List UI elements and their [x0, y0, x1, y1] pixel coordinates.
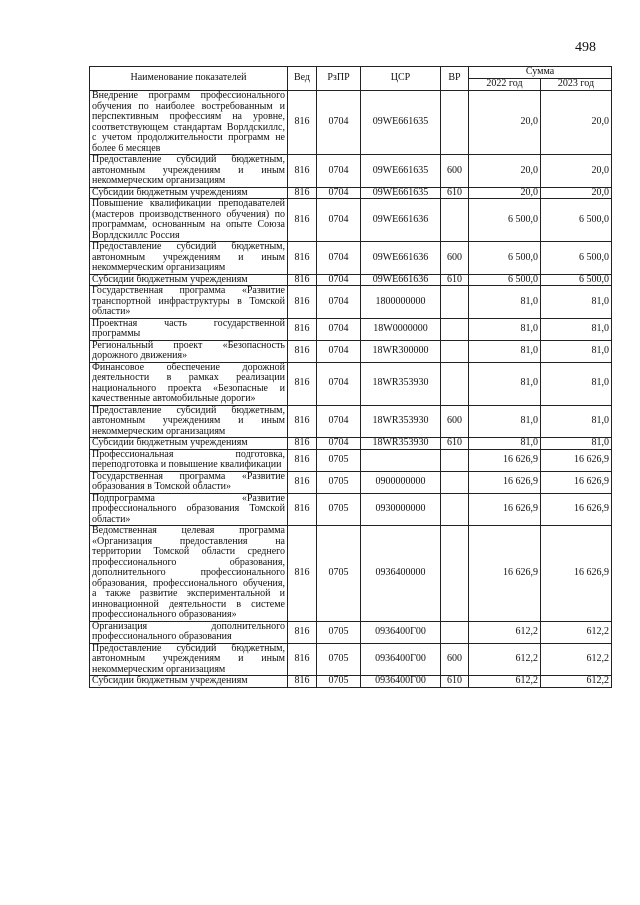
- cell-rzpr: 0704: [317, 155, 361, 188]
- cell-vr: 610: [441, 676, 469, 688]
- cell-name: Субсидии бюджетным учреждениям: [90, 676, 288, 688]
- cell-name: Ведомственная целевая программа «Организация предоставления на территории Томской области среднего профессионального образования, дополнительного профессионального образования, профессионального обучения, а также развитие экспериментальной и инновационной деятельности в системе профессионального образования»: [90, 526, 288, 622]
- cell-csr: 1800000000: [361, 286, 441, 319]
- cell-ved: 816: [288, 493, 317, 526]
- cell-ved: 816: [288, 676, 317, 688]
- cell-name: Подпрограмма «Развитие профессионального образования Томской области»: [90, 493, 288, 526]
- cell-y2022: 81,0: [469, 438, 541, 450]
- cell-vr: [441, 91, 469, 155]
- cell-y2023: 20,0: [541, 187, 612, 199]
- table-row: [90, 676, 612, 688]
- cell-vr: [441, 621, 469, 643]
- cell-y2023: 6 500,0: [541, 242, 612, 275]
- cell-csr: 0900000000: [361, 471, 441, 493]
- table-row: [90, 493, 612, 526]
- cell-y2022: 6 500,0: [469, 199, 541, 242]
- header-name: Наименование показателей: [90, 67, 288, 91]
- cell-csr: 18WR353930: [361, 405, 441, 438]
- table-row: [90, 438, 612, 450]
- page-number: 498: [575, 40, 596, 55]
- cell-y2022: 81,0: [469, 340, 541, 362]
- cell-y2023: 16 626,9: [541, 471, 612, 493]
- cell-y2023: 612,2: [541, 643, 612, 676]
- cell-csr: 0936400Г00: [361, 643, 441, 676]
- cell-rzpr: 0705: [317, 676, 361, 688]
- cell-vr: 610: [441, 187, 469, 199]
- cell-name: Субсидии бюджетным учреждениям: [90, 187, 288, 199]
- header-2022: 2022 год: [469, 79, 541, 91]
- header-vr: ВР: [441, 67, 469, 91]
- cell-y2023: 20,0: [541, 155, 612, 188]
- cell-vr: 610: [441, 438, 469, 450]
- cell-rzpr: 0704: [317, 405, 361, 438]
- cell-rzpr: 0705: [317, 621, 361, 643]
- cell-ved: 816: [288, 274, 317, 286]
- cell-csr: 0930000000: [361, 493, 441, 526]
- cell-csr: 0936400Г00: [361, 621, 441, 643]
- cell-y2022: 81,0: [469, 318, 541, 340]
- table-row: [90, 318, 612, 340]
- cell-name: Предоставление субсидий бюджетным, автономным учреждениям и иным некоммерческим организациям: [90, 155, 288, 188]
- cell-ved: 816: [288, 91, 317, 155]
- table-row: [90, 526, 612, 622]
- cell-y2023: 20,0: [541, 91, 612, 155]
- cell-name: Повышение квалификации преподавателей (мастеров производственного обучения) по программам, основанным на опыте Союза Ворлдскиллс Россия: [90, 199, 288, 242]
- cell-vr: [441, 199, 469, 242]
- cell-ved: 816: [288, 199, 317, 242]
- cell-vr: [441, 471, 469, 493]
- cell-y2022: 612,2: [469, 676, 541, 688]
- cell-y2022: 20,0: [469, 187, 541, 199]
- header-csr: ЦСР: [361, 67, 441, 91]
- cell-y2022: 16 626,9: [469, 526, 541, 622]
- cell-ved: 816: [288, 318, 317, 340]
- cell-rzpr: 0704: [317, 318, 361, 340]
- cell-y2023: 6 500,0: [541, 199, 612, 242]
- cell-y2023: 81,0: [541, 405, 612, 438]
- table-row: [90, 187, 612, 199]
- cell-csr: 09WE661635: [361, 91, 441, 155]
- cell-ved: 816: [288, 621, 317, 643]
- table-row: [90, 621, 612, 643]
- cell-rzpr: 0705: [317, 449, 361, 471]
- cell-y2023: 612,2: [541, 676, 612, 688]
- cell-vr: [441, 493, 469, 526]
- table-row: [90, 405, 612, 438]
- cell-name: Финансовое обеспечение дорожной деятельности в рамках реализации национального проекта «Безопасные и качественные автомобильные дороги»: [90, 362, 288, 405]
- cell-y2023: 6 500,0: [541, 274, 612, 286]
- cell-rzpr: 0704: [317, 438, 361, 450]
- cell-y2022: 16 626,9: [469, 471, 541, 493]
- cell-ved: 816: [288, 526, 317, 622]
- cell-rzpr: 0704: [317, 286, 361, 319]
- table-body: [90, 91, 612, 688]
- table-row: [90, 274, 612, 286]
- cell-ved: 816: [288, 405, 317, 438]
- cell-name: Субсидии бюджетным учреждениям: [90, 438, 288, 450]
- table-row: [90, 643, 612, 676]
- cell-rzpr: 0704: [317, 91, 361, 155]
- table-row: [90, 155, 612, 188]
- cell-rzpr: 0705: [317, 493, 361, 526]
- cell-y2022: 612,2: [469, 643, 541, 676]
- table-row: [90, 449, 612, 471]
- cell-vr: 600: [441, 405, 469, 438]
- cell-y2022: 81,0: [469, 286, 541, 319]
- cell-ved: 816: [288, 286, 317, 319]
- cell-y2023: 81,0: [541, 362, 612, 405]
- cell-name: Профессиональная подготовка, переподготовка и повышение квалификации: [90, 449, 288, 471]
- cell-rzpr: 0704: [317, 242, 361, 275]
- cell-name: Проектная часть государственной программы: [90, 318, 288, 340]
- cell-name: Предоставление субсидий бюджетным, автономным учреждениям и иным некоммерческим организациям: [90, 405, 288, 438]
- cell-ved: 816: [288, 643, 317, 676]
- cell-y2022: 6 500,0: [469, 242, 541, 275]
- cell-y2022: 20,0: [469, 91, 541, 155]
- table-row: [90, 199, 612, 242]
- cell-rzpr: 0705: [317, 526, 361, 622]
- header-ved: Вед: [288, 67, 317, 91]
- table-row: [90, 242, 612, 275]
- cell-name: Предоставление субсидий бюджетным, автономным учреждениям и иным некоммерческим организациям: [90, 643, 288, 676]
- cell-csr: 09WE661636: [361, 274, 441, 286]
- cell-y2023: 16 626,9: [541, 493, 612, 526]
- cell-vr: [441, 318, 469, 340]
- header-sum: Сумма: [469, 67, 612, 79]
- cell-ved: 816: [288, 187, 317, 199]
- cell-y2023: 81,0: [541, 318, 612, 340]
- cell-ved: 816: [288, 471, 317, 493]
- cell-rzpr: 0704: [317, 199, 361, 242]
- cell-ved: 816: [288, 449, 317, 471]
- cell-vr: [441, 286, 469, 319]
- cell-csr: 09WE661636: [361, 199, 441, 242]
- cell-y2022: 81,0: [469, 362, 541, 405]
- cell-y2022: 81,0: [469, 405, 541, 438]
- cell-csr: 0936400Г00: [361, 676, 441, 688]
- table-row: [90, 91, 612, 155]
- table-row: [90, 340, 612, 362]
- cell-y2022: 20,0: [469, 155, 541, 188]
- cell-ved: 816: [288, 362, 317, 405]
- cell-vr: 610: [441, 274, 469, 286]
- cell-name: Субсидии бюджетным учреждениям: [90, 274, 288, 286]
- cell-csr: 09WE661635: [361, 187, 441, 199]
- cell-vr: 600: [441, 643, 469, 676]
- cell-vr: 600: [441, 242, 469, 275]
- cell-csr: 18WR300000: [361, 340, 441, 362]
- cell-vr: [441, 449, 469, 471]
- cell-y2022: 612,2: [469, 621, 541, 643]
- cell-name: Государственная программа «Развитие транспортной инфраструктуры в Томской области»: [90, 286, 288, 319]
- table-row: [90, 286, 612, 319]
- cell-y2022: 6 500,0: [469, 274, 541, 286]
- cell-y2022: 16 626,9: [469, 493, 541, 526]
- cell-csr: 18WR353930: [361, 362, 441, 405]
- cell-y2023: 81,0: [541, 286, 612, 319]
- cell-vr: 600: [441, 155, 469, 188]
- cell-vr: [441, 340, 469, 362]
- cell-rzpr: 0704: [317, 187, 361, 199]
- cell-y2023: 81,0: [541, 438, 612, 450]
- cell-vr: [441, 362, 469, 405]
- cell-y2023: 16 626,9: [541, 449, 612, 471]
- cell-rzpr: 0705: [317, 643, 361, 676]
- cell-csr: 18WR353930: [361, 438, 441, 450]
- cell-csr: 09WE661636: [361, 242, 441, 275]
- cell-name: Организация дополнительного профессионального образования: [90, 621, 288, 643]
- cell-ved: 816: [288, 340, 317, 362]
- cell-vr: [441, 526, 469, 622]
- cell-y2022: 16 626,9: [469, 449, 541, 471]
- table-row: [90, 362, 612, 405]
- cell-rzpr: 0704: [317, 362, 361, 405]
- cell-y2023: 16 626,9: [541, 526, 612, 622]
- cell-name: Региональный проект «Безопасность дорожного движения»: [90, 340, 288, 362]
- table-row: [90, 471, 612, 493]
- header-2023: 2023 год: [541, 79, 612, 91]
- cell-ved: 816: [288, 438, 317, 450]
- cell-csr: 0936400000: [361, 526, 441, 622]
- cell-csr: 09WE661635: [361, 155, 441, 188]
- cell-rzpr: 0705: [317, 471, 361, 493]
- cell-ved: 816: [288, 242, 317, 275]
- cell-name: Предоставление субсидий бюджетным, автономным учреждениям и иным некоммерческим организациям: [90, 242, 288, 275]
- budget-table: [89, 66, 612, 688]
- cell-csr: [361, 449, 441, 471]
- cell-rzpr: 0704: [317, 274, 361, 286]
- cell-y2023: 81,0: [541, 340, 612, 362]
- cell-y2023: 612,2: [541, 621, 612, 643]
- cell-ved: 816: [288, 155, 317, 188]
- cell-name: Внедрение программ профессионального обучения по наиболее востребованным и перспективным профессиям на уровне, соответствующем стандартам Ворлдскиллс, с учетом продолжительности программ не более 6 месяцев: [90, 91, 288, 155]
- cell-rzpr: 0704: [317, 340, 361, 362]
- cell-csr: 18W0000000: [361, 318, 441, 340]
- header-rzpr: РзПР: [317, 67, 361, 91]
- cell-name: Государственная программа «Развитие образования в Томской области»: [90, 471, 288, 493]
